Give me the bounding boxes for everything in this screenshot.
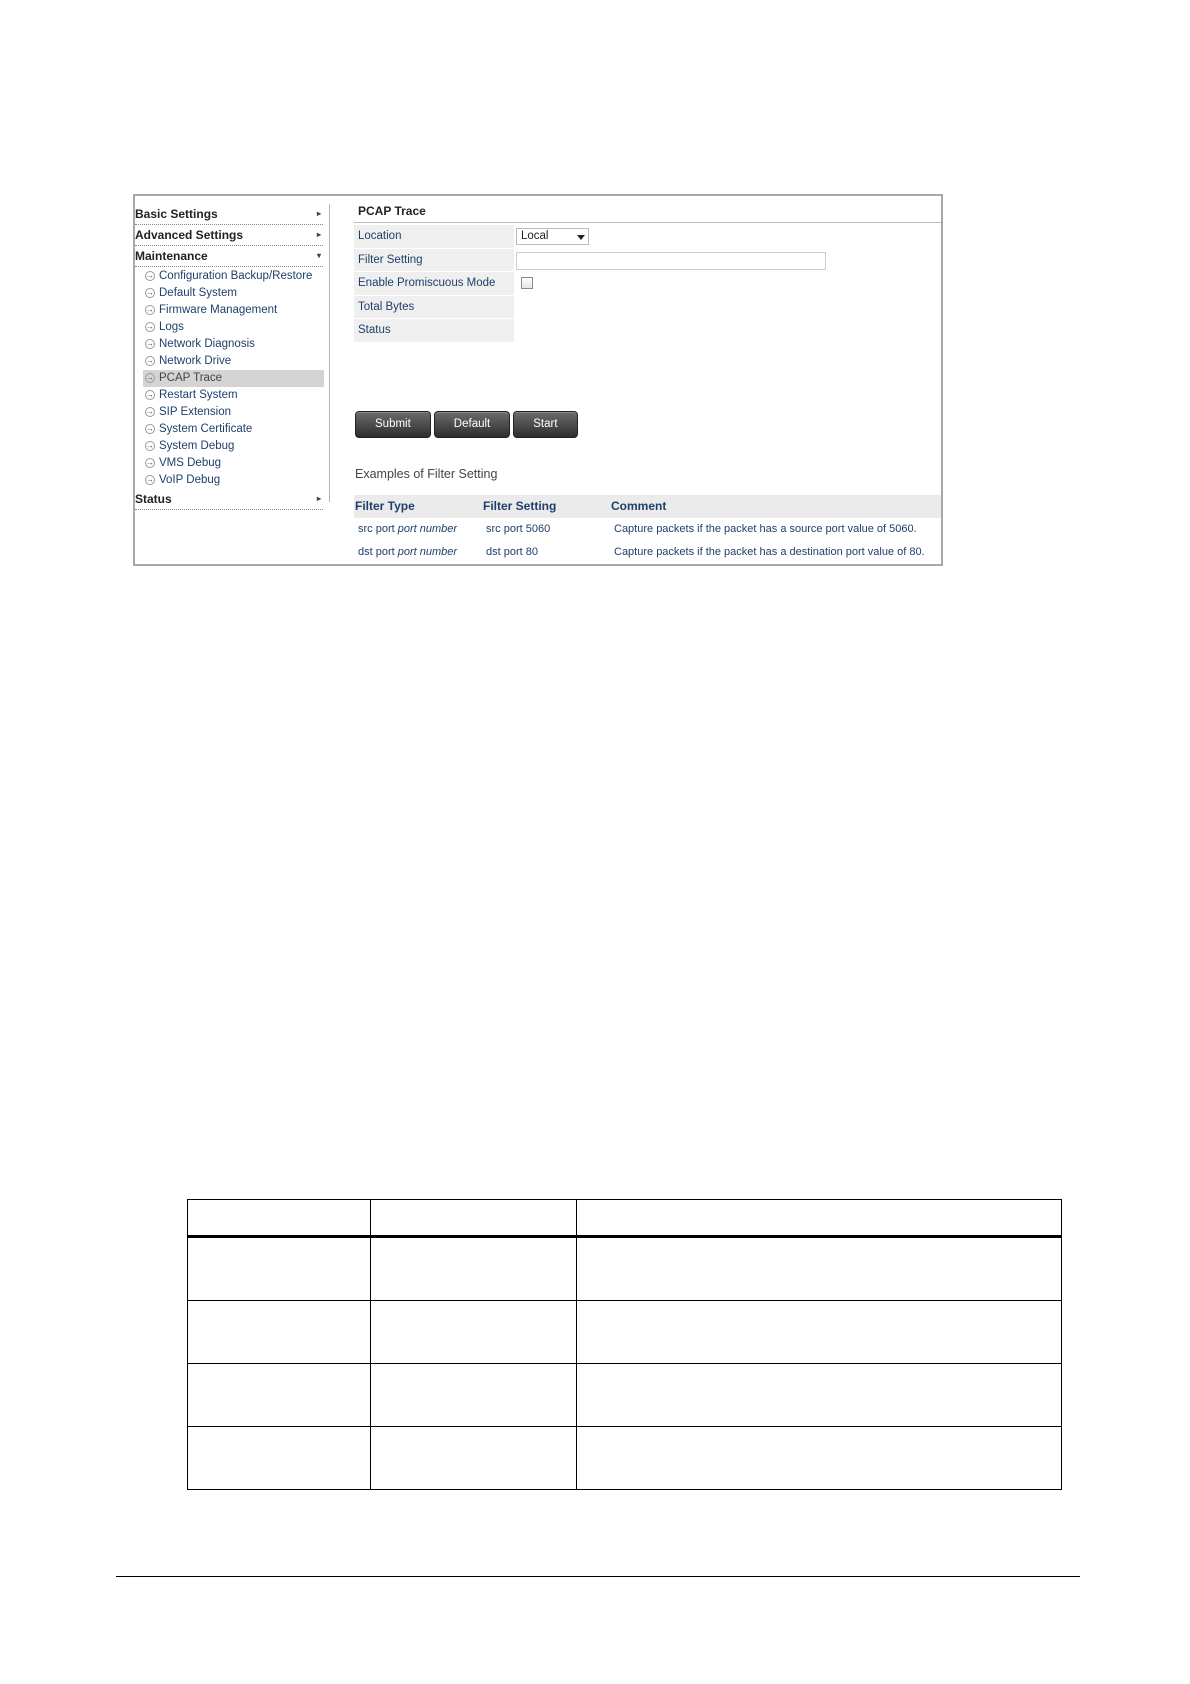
filter-setting-cell: dst port 80 xyxy=(486,546,538,558)
section-label: Advanced Settings xyxy=(135,228,244,242)
arrow-circle-icon: → xyxy=(146,322,154,331)
sidebar-item-network-drive[interactable] xyxy=(143,353,324,370)
promiscuous-mode-checkbox[interactable] xyxy=(521,277,533,289)
arrow-circle-icon: → xyxy=(146,441,154,450)
table-row xyxy=(354,518,941,541)
sidebar-item-label: Network Drive xyxy=(159,355,232,367)
chevron-right-icon: ▸ xyxy=(316,209,321,218)
total-bytes-label: Total Bytes xyxy=(354,296,514,319)
table-cell xyxy=(188,1364,371,1427)
filter-type-cell xyxy=(355,541,457,564)
submit-button[interactable]: Submit xyxy=(355,411,431,438)
form-row-promisc xyxy=(354,272,941,296)
form-row-location xyxy=(354,225,941,249)
table-row xyxy=(188,1427,1062,1490)
pcap-screenshot xyxy=(133,194,943,566)
sidebar-item-label: VoIP Debug xyxy=(159,474,221,486)
arrow-circle-icon: → xyxy=(146,373,154,382)
footer-rule xyxy=(116,1576,1080,1577)
table-cell xyxy=(371,1237,577,1301)
form-row-total-bytes xyxy=(354,296,941,320)
sidebar-item-label: System Certificate xyxy=(159,423,253,435)
table-cell xyxy=(577,1301,1062,1364)
table-header-row xyxy=(188,1200,1062,1237)
comment-cell: Capture packets if the packet has a source port value of 5060. xyxy=(614,523,917,535)
table-cell xyxy=(371,1427,577,1490)
sidebar-item-label: Configuration Backup/Restore xyxy=(159,270,313,282)
filter-type-prefix: src port xyxy=(358,523,398,535)
arrow-circle-icon: → xyxy=(146,288,154,297)
header-filter-setting: Filter Setting xyxy=(483,499,557,513)
filter-setting-label: Filter Setting xyxy=(354,249,514,272)
arrow-circle-icon: → xyxy=(146,339,154,348)
table-cell xyxy=(188,1301,371,1364)
table-cell xyxy=(577,1237,1062,1301)
table-row xyxy=(188,1301,1062,1364)
sidebar-item-firmware-management[interactable] xyxy=(143,302,324,319)
table-cell xyxy=(577,1200,1062,1237)
sidebar-section-status[interactable] xyxy=(135,489,323,510)
table-cell xyxy=(577,1364,1062,1427)
comment-cell: Capture packets if the packet has a destination port value of 80. xyxy=(614,546,925,558)
status-label: Status xyxy=(354,319,514,342)
form-row-filter xyxy=(354,249,941,273)
header-comment: Comment xyxy=(611,499,667,513)
sidebar-item-label: System Debug xyxy=(159,440,235,452)
table-row xyxy=(354,541,941,564)
table-cell xyxy=(371,1301,577,1364)
sidebar-item-label: SIP Extension xyxy=(159,406,232,418)
chevron-right-icon: ▸ xyxy=(316,230,321,239)
sidebar xyxy=(135,204,330,506)
examples-table xyxy=(354,495,941,564)
sidebar-item-restart-system[interactable] xyxy=(143,387,324,404)
pcap-form xyxy=(354,225,941,343)
examples-header xyxy=(354,495,941,518)
table-cell xyxy=(188,1237,371,1301)
table-cell xyxy=(577,1427,1062,1490)
sidebar-item-label: Restart System xyxy=(159,389,238,401)
empty-document-table xyxy=(187,1199,1062,1490)
start-button[interactable]: Start xyxy=(513,411,577,438)
sidebar-item-logs[interactable] xyxy=(143,319,324,336)
filter-type-prefix: dst port xyxy=(358,546,398,558)
filter-type-italic: port number xyxy=(397,546,458,558)
sidebar-item-pcap-trace[interactable] xyxy=(143,370,324,387)
section-label: Maintenance xyxy=(135,249,208,263)
arrow-circle-icon: → xyxy=(146,271,154,280)
maintenance-items xyxy=(135,267,329,489)
sidebar-section-basic-settings[interactable] xyxy=(135,204,323,225)
button-bar xyxy=(355,411,581,438)
sidebar-section-maintenance[interactable] xyxy=(135,246,323,267)
sidebar-item-default-system[interactable] xyxy=(143,285,324,302)
sidebar-item-label: Network Diagnosis xyxy=(159,338,255,350)
sidebar-item-label: Default System xyxy=(159,287,237,299)
default-button[interactable]: Default xyxy=(434,411,510,438)
sidebar-item-system-certificate[interactable] xyxy=(143,421,324,438)
examples-title: Examples of Filter Setting xyxy=(355,467,498,481)
arrow-circle-icon: → xyxy=(146,407,154,416)
chevron-down-icon: ▾ xyxy=(316,251,321,260)
location-label: Location xyxy=(354,225,514,248)
sidebar-item-label: VMS Debug xyxy=(159,457,222,469)
filter-type-italic: port number xyxy=(397,523,458,535)
arrow-circle-icon: → xyxy=(146,305,154,314)
table-cell xyxy=(188,1200,371,1237)
chevron-down-icon xyxy=(577,235,585,240)
page-title: PCAP Trace xyxy=(354,196,941,223)
filter-type-cell xyxy=(355,518,457,541)
table-row xyxy=(188,1364,1062,1427)
sidebar-item-config-backup[interactable] xyxy=(143,268,324,285)
sidebar-item-label: Firmware Management xyxy=(159,304,278,316)
location-value: Local xyxy=(521,230,549,242)
promiscuous-mode-label: Enable Promiscuous Mode xyxy=(354,272,514,295)
arrow-circle-icon: → xyxy=(146,356,154,365)
location-select[interactable] xyxy=(516,228,589,245)
header-filter-type: Filter Type xyxy=(355,499,415,513)
chevron-right-icon: ▸ xyxy=(316,494,321,503)
section-label: Basic Settings xyxy=(135,207,218,221)
arrow-circle-icon: → xyxy=(146,424,154,433)
sidebar-item-system-debug[interactable] xyxy=(143,438,324,455)
sidebar-item-label: PCAP Trace xyxy=(159,372,223,384)
arrow-circle-icon: → xyxy=(146,475,154,484)
sidebar-item-vms-debug[interactable] xyxy=(143,455,324,472)
sidebar-section-advanced-settings[interactable] xyxy=(135,225,323,246)
section-label: Status xyxy=(135,492,172,506)
filter-setting-cell: src port 5060 xyxy=(486,523,551,535)
form-row-status xyxy=(354,319,941,343)
main-content xyxy=(354,196,941,564)
filter-setting-input[interactable] xyxy=(516,252,826,270)
arrow-circle-icon: → xyxy=(146,390,154,399)
sidebar-item-sip-extension[interactable] xyxy=(143,404,324,421)
sidebar-item-label: Logs xyxy=(159,321,184,333)
arrow-circle-icon: → xyxy=(146,458,154,467)
sidebar-item-voip-debug[interactable] xyxy=(143,472,324,489)
table-cell xyxy=(371,1200,577,1237)
table-row xyxy=(188,1237,1062,1301)
table-cell xyxy=(371,1364,577,1427)
sidebar-item-network-diagnosis[interactable] xyxy=(143,336,324,353)
table-cell xyxy=(188,1427,371,1490)
